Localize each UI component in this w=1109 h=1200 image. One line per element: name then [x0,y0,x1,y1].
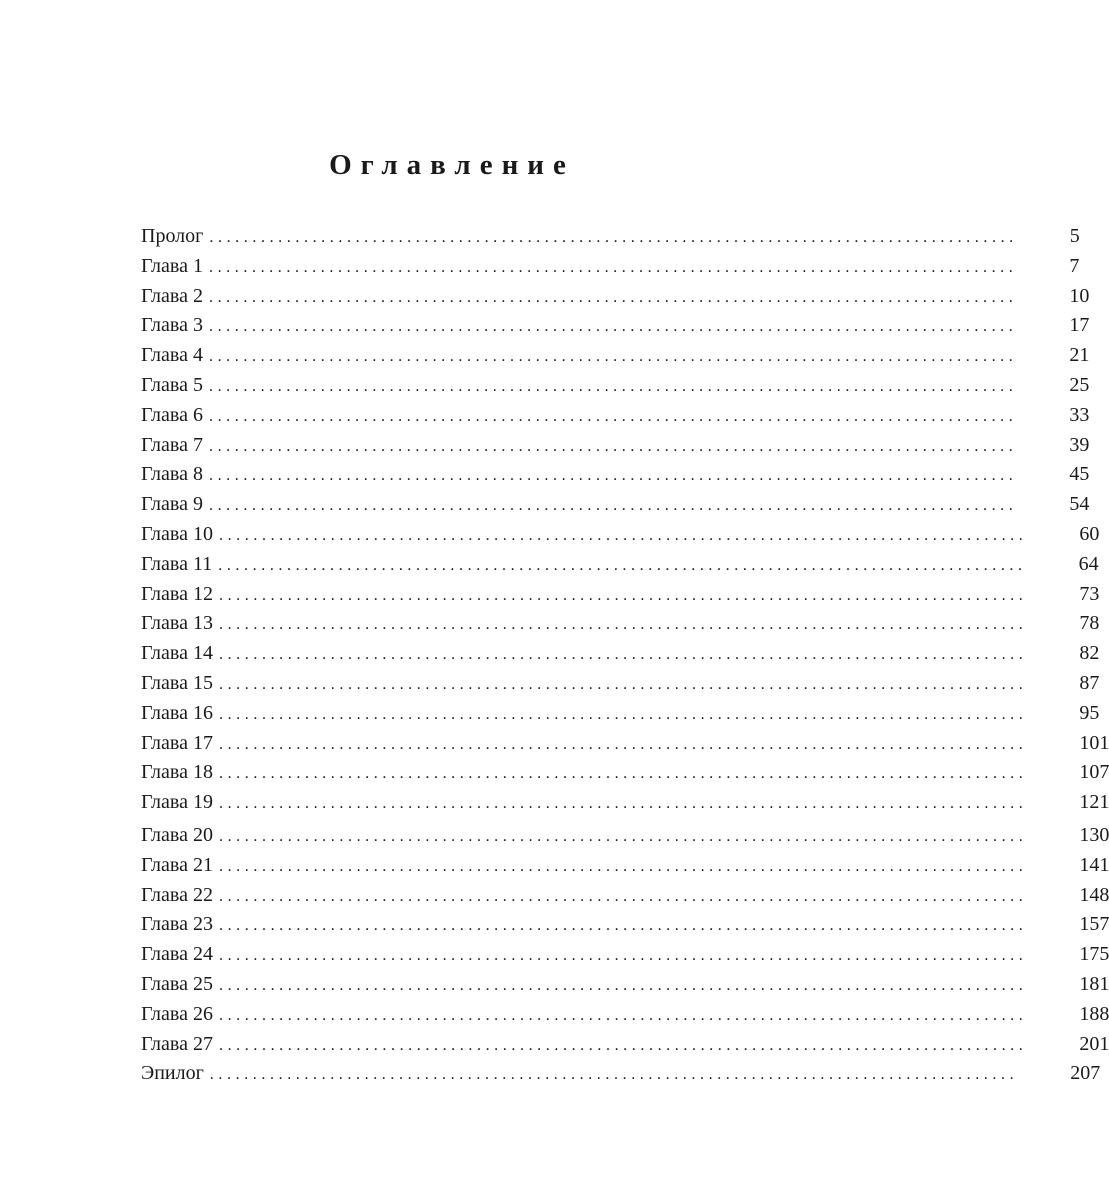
toc-entry-page-number: 78 [1079,612,1100,635]
toc-entry-label: Глава 20 [141,823,213,846]
toc-entry-chapter-26[interactable] [141,1000,1109,1030]
toc-entry-label: Глава 7 [141,433,203,456]
toc-entry-chapter-15[interactable] [141,669,1100,699]
toc-entry-page-number: 148 [1079,883,1109,906]
toc-entry-page-number: 5 [1069,225,1080,247]
toc-entry-chapter-7[interactable] [141,431,1090,461]
dot-leader: .............................................................................................. [208,348,1018,366]
toc-entry-label: Глава 6 [141,403,203,426]
toc-entry-label: Эпилог [141,1062,204,1085]
dot-leader: .............................................................................................. [209,1066,1019,1084]
dot-leader: .............................................................................................. [208,288,1018,306]
toc-entry-page-number: 17 [1069,314,1090,337]
toc-entry-chapter-18[interactable] [141,758,1109,788]
toc-entry-page-number: 141 [1079,853,1109,876]
dot-leader: .............................................................................................. [208,497,1018,515]
toc-entry-page-number: 60 [1079,522,1100,545]
dot-leader: .............................................................................................. [209,229,1018,246]
toc-entry-label: Глава 13 [141,612,213,635]
toc-entry-chapter-5[interactable] [141,371,1090,401]
toc-entry-chapter-22[interactable] [141,881,1109,911]
toc-entry-page-number: 181 [1079,972,1109,995]
toc-entry-chapter-10[interactable] [141,520,1100,550]
toc-entry-epilogue[interactable] [141,1059,1101,1089]
toc-entry-page-number: 73 [1079,582,1100,605]
toc-entry-label: Глава 14 [141,642,213,665]
toc-entry-page-number: 54 [1069,493,1090,516]
toc-entry-page-number: 101 [1079,731,1109,754]
toc-entry-chapter-24[interactable] [141,940,1109,970]
toc-entry-page-number: 121 [1079,791,1109,814]
dot-leader: .............................................................................................. [208,377,1018,395]
toc-entry-page-number: 157 [1079,913,1109,936]
dot-leader: .............................................................................................. [218,586,1028,604]
dot-leader: .............................................................................................. [218,976,1028,994]
dot-leader: .............................................................................................. [218,827,1028,845]
toc-entry-label: Глава 9 [141,493,203,516]
toc-entry-page-number: 45 [1069,463,1090,486]
toc-entry-chapter-1[interactable] [141,252,1080,282]
toc-entry-chapter-2[interactable] [141,282,1090,312]
toc-entry-page-number: 175 [1079,943,1109,966]
toc-entry-page-number: 201 [1079,1032,1109,1055]
toc-entry-chapter-23[interactable] [141,910,1109,940]
toc-entry-label: Глава 19 [141,791,213,814]
toc-entry-page-number: 21 [1069,344,1090,367]
dot-leader: .............................................................................................. [208,318,1018,336]
toc-entry-label: Глава 25 [141,972,213,995]
dot-leader: .............................................................................................. [218,795,1028,813]
toc-entry-page-number: 130 [1079,823,1109,846]
toc-entry-label: Глава 18 [141,761,213,784]
dot-leader: .............................................................................................. [218,646,1028,664]
toc-entry-chapter-21[interactable] [141,851,1109,881]
toc-entry-label: Глава 12 [141,582,213,605]
toc-entry-chapter-13[interactable] [141,609,1100,639]
dot-leader: .............................................................................................. [218,675,1028,693]
dot-leader: .............................................................................................. [208,258,1018,276]
toc-entry-label: Глава 15 [141,671,213,694]
dot-leader: .............................................................................................. [218,1036,1028,1054]
dot-leader: .............................................................................................. [218,735,1028,753]
toc-entry-page-number: 95 [1079,701,1100,724]
toc-entry-chapter-6[interactable] [141,401,1090,431]
dot-leader: .............................................................................................. [218,765,1028,783]
toc-entry-page-number: 25 [1069,373,1090,396]
toc-entry-chapter-25[interactable] [141,970,1109,1000]
toc-entry-chapter-14[interactable] [141,639,1100,669]
toc-entry-label: Глава 22 [141,883,213,906]
toc-entry-label: Глава 21 [141,853,213,876]
toc-entry-chapter-16[interactable] [141,699,1100,729]
dot-leader: .............................................................................................. [218,616,1028,634]
toc-entry-page-number: 82 [1079,642,1100,665]
toc-entry-label: Глава 24 [141,943,213,966]
toc-entry-label: Глава 5 [141,373,203,396]
toc-entry-label: Глава 1 [141,254,203,277]
toc-entry-page-number: 33 [1069,403,1090,426]
toc-entry-page-number: 64 [1078,552,1099,575]
toc-entry-label: Глава 3 [141,314,203,337]
toc-entry-page-number: 107 [1079,761,1109,784]
toc-entry-page-number: 207 [1070,1062,1101,1085]
toc-entry-chapter-3[interactable] [141,311,1090,341]
toc-entry-chapter-19[interactable] [141,788,1109,818]
toc-entry-label: Глава 2 [141,284,203,307]
dot-leader: .............................................................................................. [208,467,1018,485]
toc-entry-chapter-8[interactable] [141,460,1090,490]
toc-entry-chapter-20[interactable] [141,821,1109,851]
toc-entry-chapter-9[interactable] [141,490,1090,520]
toc-entry-prologue[interactable] [141,222,1080,252]
toc-entry-label: Пролог [141,225,204,247]
toc-entry-page-number: 10 [1069,284,1090,307]
toc-entry-chapter-11[interactable] [141,550,1099,580]
dot-leader: .............................................................................................. [218,705,1028,723]
toc-entry-chapter-27[interactable] [141,1030,1109,1060]
dot-leader: .............................................................................................. [218,1006,1028,1024]
toc-entry-label: Глава 17 [141,731,213,754]
toc-entry-chapter-17[interactable] [141,729,1109,759]
dot-leader: .............................................................................................. [218,857,1028,875]
dot-leader: .............................................................................................. [218,526,1028,544]
toc-entry-label: Глава 4 [141,344,203,367]
dot-leader: .............................................................................................. [218,887,1028,905]
dot-leader: .............................................................................................. [218,917,1028,935]
page-title: Оглавление [329,149,575,182]
toc-entry-label: Глава 16 [141,701,213,724]
dot-leader: .............................................................................................. [218,556,1027,574]
toc-entry-label: Глава 27 [141,1032,213,1055]
toc-entry-label: Глава 10 [141,522,213,545]
table-of-contents [141,222,1109,1089]
toc-entry-label: Глава 11 [141,552,213,575]
toc-entry-page-number: 7 [1069,254,1080,277]
toc-entry-label: Глава 8 [141,463,203,486]
toc-entry-page-number: 188 [1079,1002,1109,1025]
toc-entry-label: Глава 23 [141,913,213,936]
toc-entry-chapter-4[interactable] [141,341,1090,371]
toc-entry-chapter-12[interactable] [141,580,1100,610]
toc-entry-label: Глава 26 [141,1002,213,1025]
dot-leader: .............................................................................................. [208,407,1018,425]
dot-leader: .............................................................................................. [208,437,1018,455]
dot-leader: .............................................................................................. [218,947,1028,965]
toc-entry-page-number: 87 [1079,671,1100,694]
toc-entry-page-number: 39 [1069,433,1090,456]
